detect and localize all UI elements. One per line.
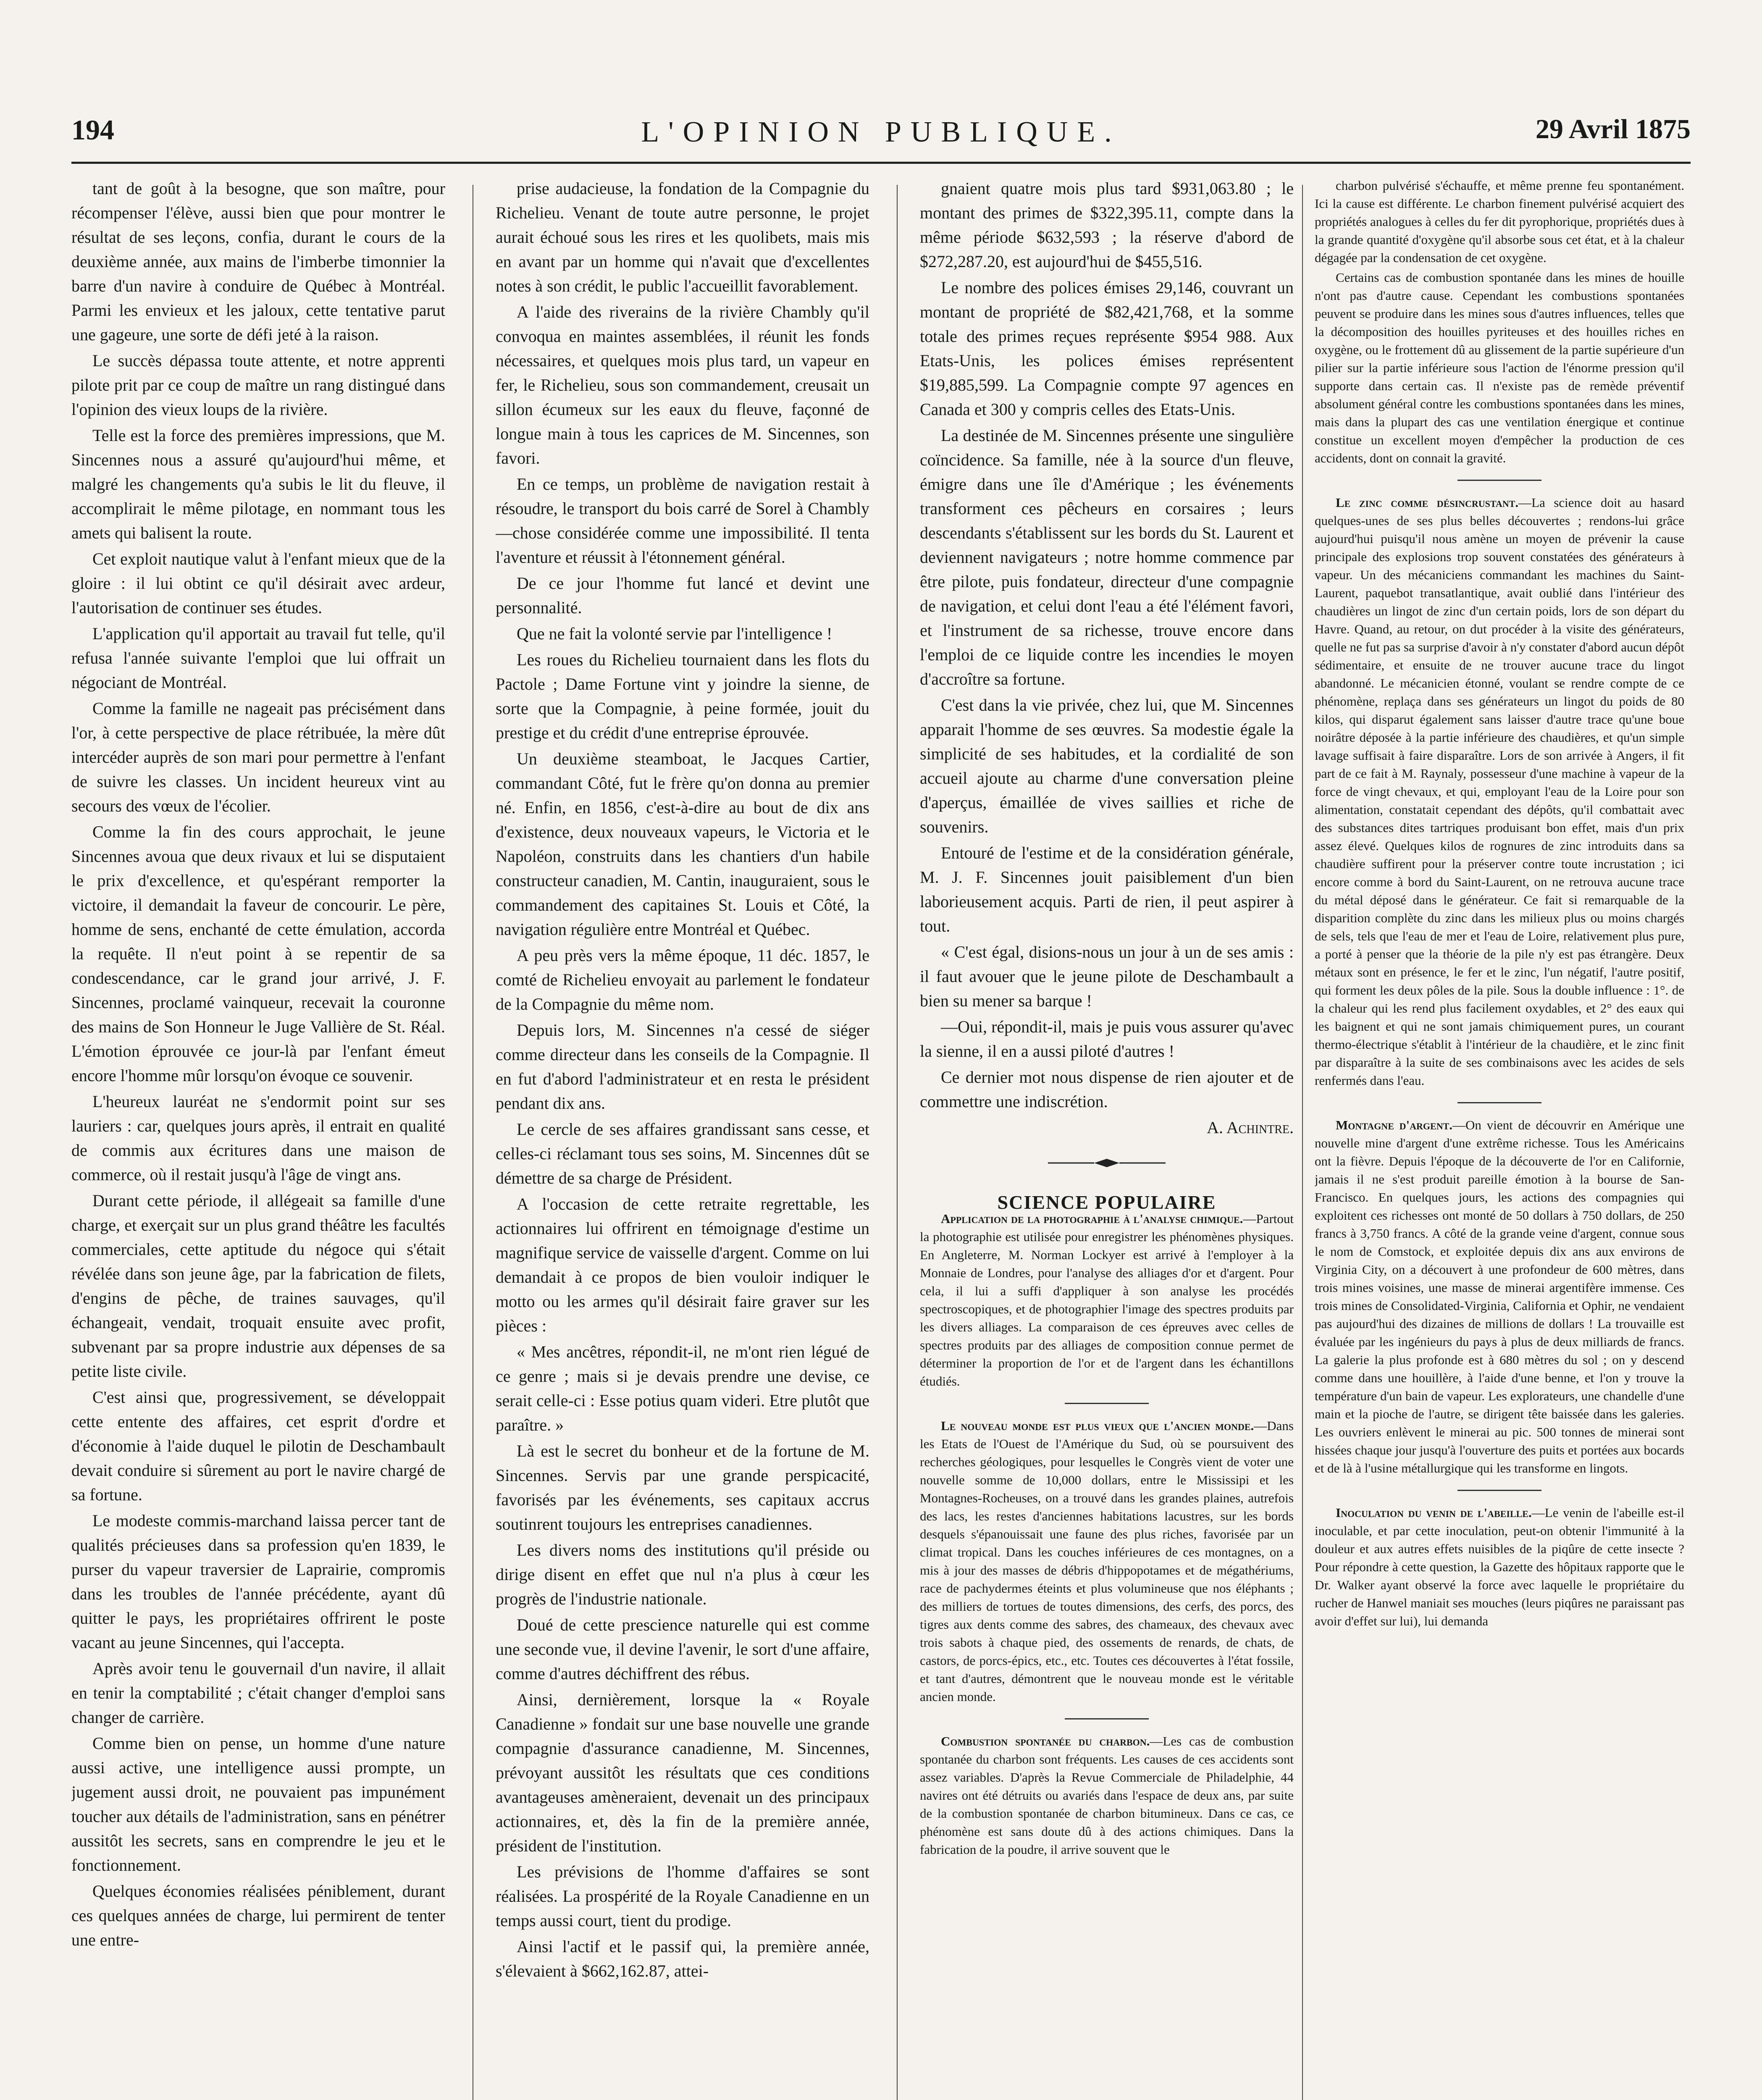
article-text: —Le venin de l'abeille est-il inoculable, et par cette inoculation, peut-on obtenir l'immunité à la douleur et aux autres effets nuisibles de la piqûre de cette insecte ? Pour répondre à cette question, la Gazette des hôpitaux rapporte que le Dr. Walker ayant observé la force avec laquelle le propriétaire du rucher de Hanwel maniait ses mouches (leurs piqûres ne paraissant pas avoir d'effet sur lui), lui demanda [1315,1505,1684,1628]
paragraph: A peu près vers la même époque, 11 déc. 1857, le comté de Richelieu envoyait au parlement le fondateur de la Compagnie du même nom. [496,946,869,1013]
article [1315,494,1684,1089]
paragraph: Entouré de l'estime et de la considération générale, M. J. F. Sincennes jouit paisiblement d'un bien laborieusement acquis. Parti de rien, il peut aspirer à tout. [920,843,1294,935]
article-text: —On vient de découvrir en Amérique une nouvelle mine d'argent d'une extrême richesse. Tous les Américains ont la fièvre. Depuis l'époque de la découverte de l'or en Californie, jamais il ne s'est produit pareille émotion à la bourse de San-Francisco. En quelques jours, les actions des compagnies qui exploitent ces richesses ont monté de 50 dollars à 750 dollars, de 250 francs à 3,750 francs. A côté de la grande veine d'argent, connue sous le nom de Comstock, et exploitée depuis dix ans aux environs de Virginia City, on a découvert à une profondeur de 600 mètres, dans trois mines voisines, une masse de minerai argentifère immense. Ces trois mines de Consolidated-Virginia, California et Ophir, ne vendaient pas aujourd'hui des dizaines de millions de dollars ! La trouvaille est évaluée par les ingénieurs du pays à plus de deux milliards de francs. La galerie la plus profonde est à 680 mètres du sol ; on y descend comme dans une houillère, à l'aide d'une benne, et l'on y trouve la température d'un bain de vapeur. Les explorateurs, une chandelle d'une main et la pioche de l'autre, se dirigent tête baissée dans les galeries. Les ouvriers enlèvent le minerai au pic. 500 tonnes de minerai sont hissées chaque jour jusqu'à l'ouverture des puits et portées aux bocards et de là à l'usine métallurgique qui les transforme en lingots. [1315,1118,1684,1475]
paragraph: Le modeste commis-marchand laissa percer tant de qualités précieuses dans sa profession qu'en 1839, le purser du vapeur traversier de Laprairie, compromis dans les troubles de l'année précédente, ayant dû quitter le pays, les propriétaires offrirent le poste vacant au jeune Sincennes, qui l'accepta. [71,1511,445,1652]
column-separator [897,185,898,2100]
paragraph: Durant cette période, il allégeait sa famille d'une charge, et exerçait sur un plus grand théâtre les facultés commerciales, cette aptitude du négoce qui s'était révélée dans son jeune âge, par la fabrication de filets, d'engins de pêche, de traines sauvages, qu'il échangeait, vendait, troquait ensuite avec profit, subvenant par sa propre industrie aux dépenses de sa petite liste civile. [71,1191,445,1381]
issue-date: 29 Avril 1875 [1535,114,1691,144]
column-4 [1315,176,1684,2100]
paragraph: C'est ainsi que, progressivement, se développait cette entente des affaires, cet esprit d'ordre et d'économie à l'aide duquel le pilotin de Deschambault devait conduire si sûrement au port le navire chargé de sa fortune. [71,1388,445,1504]
article-text: —Dans les Etats de l'Ouest de l'Amérique du Sud, où se poursuivent des recherches géologiques, pour lesquelles le Congrès vient de voter une nouvelle somme de 10,000 dollars, entre le Mississipi et les Montagnes-Rocheuses, on a trouvé dans les grandes plaines, autrefois des lacs, les restes d'anciennes habitations lacustres, sur les bords desquels s'épanouissait une faune des plus riches, favorisée par un climat tropical. Dans les couches inférieures de ces montagnes, on a mis à jour des masses de débris d'hippopotames et de mégathériums, race de pachydermes éteints et plus volumineuse que nos éléphants ; des milliers de tortues de toutes dimensions, des cerfs, des porcs, des tigres aux dents comme des sabres, des chameaux, des chevaux avec trois sabots à chaque pied, des ossements de renards, de chats, de castors, de porcs-épics, etc., etc. Toutes ces découvertes à l'état fossile, et tant d'autres, démontrent que le nouveau monde est le véritable ancien monde. [920,1418,1294,1704]
article [920,1417,1294,1706]
paragraph: Les divers noms des institutions qu'il préside ou dirige disent en effet que nul n'a plus à cœur les progrès de l'industrie nationale. [496,1541,869,1608]
paragraph: tant de goût à la besogne, que son maître, pour récompenser l'élève, aussi bien que pour montrer le résultat de ses leçons, confia, durant le cours de la deuxième année, aux mains de l'imberbe timonnier la barre d'un navire à conduire de Québec à Montréal. Parmi les envieux et les jaloux, cette tentative parut une gageure, une sorte de défi jeté à la raison. [71,179,445,344]
paragraph: A l'occasion de cette retraite regrettable, les actionnaires lui offrirent en témoignage d'estime un magnifique service de vaisselle d'argent. Comme on lui demandait à ce propos de bien vouloir indiquer le motto ou les armes qu'il désirait faire graver sur les pièces : [496,1194,869,1335]
column-1 [71,176,445,2100]
section-title: SCIENCE POPULAIRE [997,1192,1216,1213]
article-divider [1457,1490,1541,1491]
article-heading: Le nouveau monde est plus vieux que l'ancien monde. [941,1418,1254,1433]
paragraph: Là est le secret du bonheur et de la fortune de M. Sincennes. Servis par une grande perspicacité, favorisés par les événements, ses capitaux accrus soutinrent toujours les entreprises canadiennes. [496,1441,869,1533]
paragraph: « Mes ancêtres, répondit-il, ne m'ont rien légué de ce genre ; mais si je devais prendre une devise, ce serait celle-ci : Esse potius quam videri. Etre plutôt que paraître. » [496,1342,869,1434]
article-text: —Les cas de combustion spontanée du charbon sont fréquents. Les causes de ces accidents sont assez variables. D'après la Revue Commerciale de Philadelphie, 44 navires ont été détruits ou avariés dans l'espace de deux ans, par suite de la combustion spontanée de charbon bitumineux. Dans ce cas, ce phénomène est sans doute dû à des actions chimiques. Dans la fabrication de la poudre, il arrive souvent que le [920,1734,1294,1857]
paragraph: Que ne fait la volonté servie par l'intelligence ! [517,624,832,643]
paragraph: La destinée de M. Sincennes présente une singulière coïncidence. Sa famille, née à la source d'un fleuve, émigre dans une île d'Amérique ; les événements transforment ces pêcheurs en corsaires ; leurs descendants s'établissent sur les bords du St. Laurent et deviennent navigateurs ; notre homme commence par être pilote, puis fondateur, directeur d'une compagnie de navigation, et celui dont l'eau a été l'élément favori, et l'instrument de sa richesse, trouve encore dans l'emploi de ce liquide contre les incendies le moyen d'accroître sa fortune. [920,426,1294,688]
paragraph: En ce temps, un problème de navigation restait à résoudre, le transport du bois carré de Sorel à Chambly—chose considérée comme une impossibilité. Il tenta l'aventure et réussit à l'étonnement général. [496,475,869,567]
paragraph: Les roues du Richelieu tournaient dans les flots du Pactole ; Dame Fortune vint y joindre la sienne, de sorte que la Compagnie, à peine formée, jouit du prestige et du crédit d'une entreprise éprouvée. [496,650,869,742]
paragraph: Ainsi l'actif et le passif qui, la première année, s'élevaient à $662,162.87, attei- [496,1937,869,1980]
paragraph: Certains cas de combustion spontanée dans les mines de houille n'ont pas d'autre cause. Cependant les combustions spontanées peuvent se produire dans les mines sous d'autres influences, telles que la décomposition des houilles pyriteuses et des houilles riches en oxygène, ou le frottement dû au glissement de la partie supérieure d'un pilier sur la partie inférieure sous l'action de l'énorme pression qu'il supporte dans certain cas. Il n'existe pas de remède préventif absolument général contre les combustions spontanées dans les mines, mais dans la plupart des cas une ventilation énergique et continue constitue un excellent moyen d'empêcher la production de ces accidents, dont on connait la gravité. [1315,270,1684,465]
paragraph: Comme la fin des cours approchait, le jeune Sincennes avoua que deux rivaux et lui se disputaient le prix d'excellence, et qu'espérant remporter la victoire, il demandait la faveur de concourir. Le père, homme de sens, enchanté de cette émulation, accorda la requête. Il n'eut point à se repentir de sa condescendance, car le grand jour arrivé, J. F. Sincennes, proclamé vainqueur, recevait la couronne des mains de Son Honneur le Juge Vallière de St. Réal. L'émotion éprouvée ce jour-là par l'enfant émeut encore l'homme mûr lorsqu'on évoque ce souvenir. [71,822,445,1085]
paragraph: prise audacieuse, la fondation de la Compagnie du Richelieu. Venant de toute autre personne, le projet aurait échoué sous les rires et les quolibets, mais mis en avant par un homme qui n'avait que d'excellentes notes à son crédit, le public l'accueillit favorablement. [496,179,869,295]
masthead: L'OPINION PUBLIQUE. [641,116,1121,148]
article-heading: Le zinc comme désincrustant. [1336,495,1519,510]
paragraph: C'est dans la vie privée, chez lui, que M. Sincennes apparait l'homme de ses œuvres. Sa modestie égale la simplicité de ses habitudes, et la cordialité de son accueil ajoute au charme d'une conversation pleine d'aperçus, émaillée de vives saillies et riche de souvenirs. [920,696,1294,836]
article-heading: Application de la photographie à l'analyse chimique. [941,1211,1243,1226]
article-divider [1065,1403,1149,1404]
science-articles [920,1210,1294,2100]
paragraph: Le cercle de ses affaires grandissant sans cesse, et celles-ci réclamant tous ses soins, M. Sincennes dût se démettre de sa charge de Président. [496,1120,869,1187]
paragraph: Le succès dépassa toute attente, et notre apprenti pilote prit par ce coup de maître un rang distingué dans l'opinion des vieux loups de la rivière. [71,351,445,419]
article [1315,1504,1684,1630]
paragraph: A l'aide des riverains de la rivière Chambly qu'il convoqua en maintes assemblées, il réunit les fonds nécessaires, et quelques mois plus tard, un vapeur en fer, le Richelieu, sous son commandement, creusait un sillon écumeux sur les eaux du fleuve, façonné de longue main à tous les caprices de M. Sincennes, son favori. [496,302,869,467]
ornament-divider-icon [1044,1157,1170,1169]
article [920,1732,1294,1858]
column-separator [1302,185,1303,2100]
paragraph: L'application qu'il apportait au travail fut telle, qu'il refusa l'année suivante l'emploi que lui offrait un négociant de Montréal. [71,624,445,692]
column-2 [496,176,869,2100]
paragraph: Doué de cette prescience naturelle qui est comme une seconde vue, il devine l'avenir, le sort d'une affaire, comme d'autres déchiffrent des rébus. [496,1615,869,1683]
paragraph: Comme bien on pense, un homme d'une nature aussi active, une intelligence aussi prompte, un jugement aussi droit, ne pouvaient pas impunément toucher aux détails de l'administration, sans en pénétrer aussitôt les secrets, sans en comprendre le jeu et le fonctionnement. [71,1734,445,1874]
paragraph: charbon pulvérisé s'échauffe, et même prenne feu spontanément. Ici la cause est différente. Le charbon finement pulvérisé acquiert des propriétés analogues à celles du fer dit pyrophorique, propriétés dues à la grande quantité d'oxygène qu'il absorbe sous cet état, et à la chaleur dégagée par la condensation de cet oxygène. [1315,178,1684,265]
paragraph: Quelques économies réalisées péniblement, durant ces quelques années de charge, lui permirent de tenter une entre- [71,1882,445,1949]
article [1315,1116,1684,1477]
paragraph: Ce dernier mot nous dispense de rien ajouter et de commettre une indiscrétion. [920,1068,1294,1111]
paragraph: Depuis lors, M. Sincennes n'a cessé de siéger comme directeur dans les conseils de la Compagnie. Il en fut d'abord l'administrateur et en resta le président pendant dix ans. [496,1021,869,1113]
page-number: 194 [71,114,114,146]
paragraph: —Oui, répondit-il, mais je puis vous assurer qu'avec la sienne, il en a aussi piloté d'autres ! [920,1017,1294,1060]
paragraph: Un deuxième steamboat, le Jacques Cartier, commandant Côté, fut le frère qu'on donna au premier né. Enfin, en 1856, c'est-à-dire au bout de dix ans d'existence, deux nouveaux vapeurs, le Victoria et le Napoléon, construits dans les chantiers d'un habile constructeur canadien, M. Cantin, inauguraient, sous le commandement des capitaines St. Louis et Côté, la navigation régulière entre Montréal et Québec. [496,749,869,939]
paragraph: De ce jour l'homme fut lancé et devint une personnalité. [496,574,869,617]
article-heading: Montagne d'argent. [1336,1118,1453,1132]
article-divider [1457,1102,1541,1103]
article-divider [1457,480,1541,481]
paragraph: Après avoir tenu le gouvernail d'un navire, il allait en tenir la comptabilité ; c'était changer d'emploi sans changer de carrière. [71,1659,445,1727]
paragraph: gnaient quatre mois plus tard $931,063.80 ; le montant des primes de $322,395.11, compte dans la même période $632,593 ; la réserve d'abord de $272,287.20, est aujourd'hui de $455,516. [920,179,1294,271]
paragraph: Ainsi, dernièrement, lorsque la « Royale Canadienne » fondait sur une base nouvelle une grande compagnie d'assurance canadienne, M. Sincennes, prévoyant aussitôt les résultats que ces conditions avantageuses amèneraient, devenait un des principaux actionnaires, et, dès la fin de la première année, président de l'institution. [496,1690,869,1855]
paragraph: Cet exploit nautique valut à l'enfant mieux que de la gloire : il lui obtint ce qu'il désirait avec ardeur, l'autorisation de continuer ses études. [71,549,445,617]
article-heading: Inoculation du venin de l'abeille. [1336,1505,1532,1520]
paragraph: Telle est la force des premières impressions, que M. Sincennes nous a assuré qu'aujourd'hui même, et malgré les changements qu'a subis le lit du fleuve, il accomplirait le même pilotage, en nommant tous les amets qui balisent la route. [71,426,445,542]
paragraph: Les prévisions de l'homme d'affaires se sont réalisées. La prospérité de la Royale Canadienne en un temps aussi court, tient du prodige. [496,1862,869,1930]
article-text: —La science doit au hasard quelques-unes de ses plus belles découvertes ; rendons-lui grâce aujourd'hui puisqu'il nous amène un moyen de prévenir la cause principale des explosions trop souvent constatées des générateurs à vapeur. Un des mécaniciens commandant les machines du Saint-Laurent, paquebot transatlantique, avait oublié dans l'intérieur des chaudières un lingot de zinc d'un certain poids, lors de son départ du Havre. Quand, au retour, on dut procéder à la visite des générateurs, quelle ne fut pas sa surprise d'avoir à n'y constater d'abord aucun dépôt sédimentaire, et ensuite de ne trouver aucune trace du lingot abandonné. Le mécanicien étonné, voulant se rendre compte de ce phénomène, replaça dans ses générateurs un lingot du poids de 80 kilos, qui disparut également sans laisser d'autre trace qu'une boue noirâtre déposée à la partie inférieure des chaudières, et qu'un simple lavage suffisait à faire disparaître. Lors de son arrivée à Angers, il fit part de ce fait à M. Raynaly, possesseur d'une machine à vapeur de la force de vingt chevaux, et qui, employant l'eau de la Loire pour son alimentation, constatait cependant des dépôts, qu'il combattait avec des substances dites tartriques produisant bon effet, mais d'un prix assez élevé. Quelques kilos de rognures de zinc introduits dans sa chaudière suffirent pour la préserver contre toute incrustation ; ici encore comme à bord du Saint-Laurent, on ne retrouva aucune trace du métal déposé dans le générateur. Ce fait si remarquable de la disparition complète du zinc dans les milieux plus ou moins chargés de sels, tels que l'eau de mer et l'eau de Loire, relativement plus pure, a porté à penser que la théorie de la pile n'y est pas étrangère. Deux métaux sont en présence, le fer et le zinc, l'un négatif, l'autre positif, qui forment les deux pôles de la pile. Sous la double influence : 1°. de la chaleur qui les rend plus facilement oxydables, et 2° des eaux qui les baignent et qui ne sont jamais chimiquement pures, un courant thermo-électrique s'établit à l'intérieur de la chaudière, et le zinc finit par disparaître à la suite de ses combinaisons avec les acides de sels renfermés dans l'eau. [1315,495,1684,1088]
author-signature: A. Achintre. [1207,1118,1294,1137]
article [920,1210,1294,1390]
article-text: —Partout la photographie est utilisée pour enregistrer les phénomènes physiques. En Angleterre, M. Norman Lockyer est arrivé à l'employer à la Monnaie de Londres, pour l'analyse des alliages d'or et d'argent. Pour cela, il lui a suffi d'appliquer à son analyse les procédés spectroscopiques, et de photographier l'image des spectres produits par les divers alliages. La comparaison de ces épreuves avec celles de spectres produits par des alliages de composition connue permet de déterminer la proportion de l'or et de l'argent dans les échantillons étudiés. [920,1211,1294,1389]
paragraph: Comme la famille ne nageait pas précisément dans l'or, à cette perspective de place rétribuée, la mère dût intercéder auprès de son mari pour permettre à l'enfant de suivre les classes. Un incident heureux vint au secours des vœux de l'écolier. [71,699,445,815]
article-heading: Combustion spontanée du charbon. [941,1734,1150,1748]
page-header [0,0,1762,185]
header-rule [71,162,1691,164]
article-divider [1065,1718,1149,1719]
paragraph: L'heureux lauréat ne s'endormit point sur ses lauriers : car, quelques jours après, il entrait en qualité de commis aux écritures dans une maison de commerce, où il restait jusqu'à l'âge de vingt ans. [71,1092,445,1184]
paragraph: « C'est égal, disions-nous un jour à un de ses amis : il faut avouer que le jeune pilote de Deschambault a bien su mener sa barque ! [920,942,1294,1010]
paragraph: Le nombre des polices émises 29,146, couvrant un montant de propriété de $82,421,768, et la somme totale des primes reçues représente $954 988. Aux Etats-Unis, les polices émises représentent $19,885,599. La Compagnie compte 97 agences en Canada et 300 y compris celles des Etats-Unis. [920,278,1294,419]
